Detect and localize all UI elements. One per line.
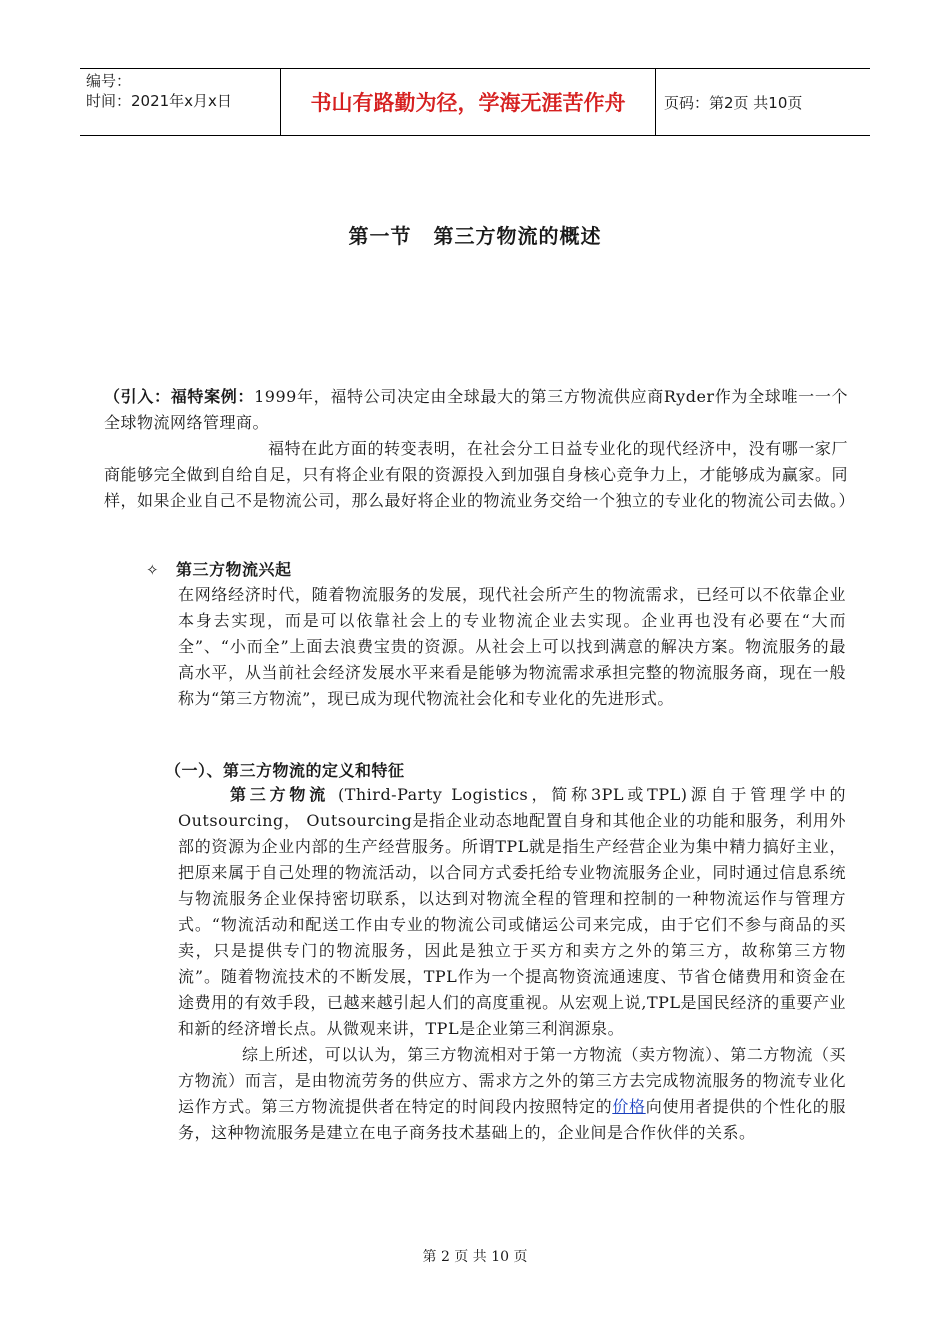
section2-paragraph-2: [178, 1042, 846, 1146]
section2-paragraph-2-b: 向使用者提供的个性化的服务，这种物流服务是建立在电子商务技术基础上的，企业间是合作伙伴的关系。: [178, 1097, 846, 1142]
page-header: [80, 68, 870, 136]
section1-body: [178, 582, 846, 712]
intro-text-1: 1999年，福特公司决定由全球最大的第三方物流供应商Ryder作为全球唯一一个全球物流网络管理商。: [104, 387, 848, 432]
section2-body: [178, 782, 846, 1146]
header-meta: [80, 69, 280, 135]
intro-case: [104, 384, 856, 514]
section-number: 第一节: [348, 224, 412, 248]
section-title: [0, 220, 950, 249]
document-date: 时间：2021年x月x日: [86, 92, 232, 110]
header-page-info: 页码：第2页 共10页: [664, 93, 803, 112]
section2-heading-text: （一）、第三方物流的定义和特征: [165, 761, 405, 780]
header-motto: 书山有路勤为径，学海无涯苦作舟: [280, 69, 656, 135]
diamond-bullet-icon: ✧: [146, 561, 160, 579]
term-third-party-logistics: 第三方物流: [230, 785, 330, 804]
section1-paragraph: 在网络经济时代，随着物流服务的发展，现代社会所产生的物流需求，已经可以不依靠企业本身去实现，而是可以依靠社会上的专业物流企业去实现。企业再也没有必要在“大而全”、“小而全”上面去浪费宝贵的资源。从社会上可以找到满意的解决方案。物流服务的最高水平，从当前社会经济发展水平来看是能够为物流需求承担完整的物流服务商，现在一般称为“第三方物流”，现已成为现代物流社会化和专业化的先进形式。: [178, 585, 846, 708]
document-number-label: 编号：: [86, 72, 132, 90]
section2-paragraph-2-a: 综上所述，可以认为，第三方物流相对于第一方物流（卖方物流）、第二方物流（买方物流）而言，是由物流劳务的供应方、需求方之外的第三方去完成物流服务的物流专业化运作方式。第三方物流提供者在特定的时间段内按照特定的: [178, 1045, 846, 1116]
section1-heading-text: 第三方物流兴起: [176, 560, 292, 579]
intro-text-2: 福特在此方面的转变表明，在社会分工日益专业化的现代经济中，没有哪一家厂商能够完全做到自给自足，只有将企业有限的资源投入到加强自身核心竞争力上，才能够成为赢家。同样，如果企业自己不是物流公司，那么最好将企业的物流业务交给一个独立的专业化的物流公司去做。）: [104, 439, 856, 510]
section-name: 第三方物流的概述: [433, 224, 602, 248]
page-footer: 第 2 页 共 10 页: [422, 1249, 528, 1265]
section2-paragraph-1-text: (Third-Party Logistics，简称3PL或TPL)源自于管理学中的Outsourcing， Outsourcing是指企业动态地配置自身和其他企业的功能和服务，利用外部的资源为企业内部的生产经营服务。所谓TPL就是指生产经营企业为集中精力搞好主业，把原来属于自己处理的物流活动，以合同方式委托给专业物流服务企业，同时通过信息系统与物流服务企业保持密切联系，以达到对物流全程的管理和控制的一种物流运作与管理方式。“物流活动和配送工作由专业的物流公司或储运公司来完成，由于它们不参与商品的买卖，只是提供专门的物流服务，因此是独立于买方和卖方之外的第三方，故称第三方物流”。随着物流技术的不断发展，TPL作为一个提高物资流通速度、节省仓储费用和资金在途费用的有效手段，已越来越引起人们的高度重视。从宏观上说,TPL是国民经济的重要产业和新的经济增长点。从微观来讲，TPL是企业第三利润源泉。: [178, 785, 846, 1038]
section2-paragraph-1: [178, 782, 846, 1042]
section2-heading: [165, 758, 865, 784]
section1-heading: [146, 557, 846, 583]
intro-lead: （引入：福特案例：: [104, 387, 255, 406]
price-link[interactable]: 价格: [612, 1097, 646, 1116]
